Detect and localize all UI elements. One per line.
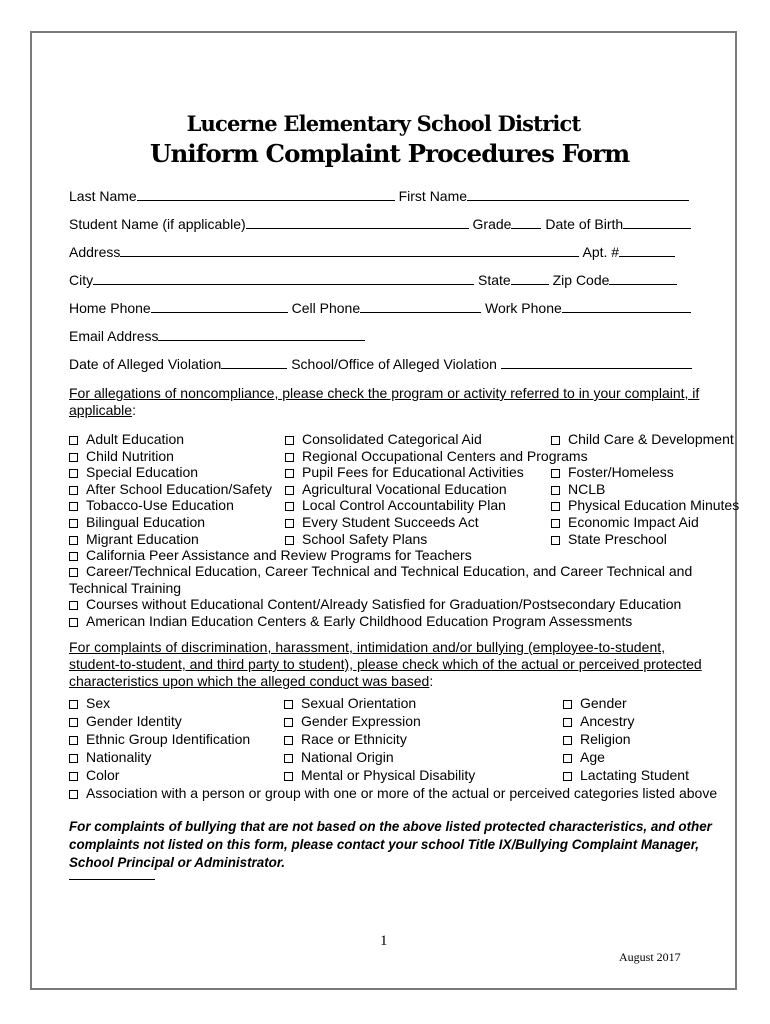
checkbox-label: Association with a person or group with one or more of the actual or perceived categories listed above	[86, 785, 718, 801]
checkbox-item[interactable]	[69, 695, 110, 711]
checkbox-icon[interactable]	[69, 736, 78, 745]
checkbox-icon[interactable]	[69, 601, 78, 610]
home-phone-label: Home Phone	[69, 300, 151, 316]
discrimination-intro-colon: :	[429, 673, 434, 689]
checkbox-icon[interactable]	[563, 754, 572, 763]
checkbox-item[interactable]	[285, 448, 588, 464]
checkbox-label: Local Control Accountability Plan	[302, 497, 506, 514]
checkbox-item[interactable]	[284, 749, 394, 765]
checkbox-item[interactable]	[563, 749, 605, 765]
state-label: State	[478, 272, 511, 288]
checkbox-item[interactable]	[69, 767, 119, 783]
checkbox-item[interactable]	[563, 731, 631, 747]
checkbox-label: Technical Training	[69, 579, 182, 596]
dob-label: Date of Birth	[545, 216, 624, 232]
checkbox-label: State Preschool	[568, 530, 667, 547]
checkbox-label: Agricultural Vocational Education	[302, 480, 507, 497]
checkbox-icon[interactable]	[69, 552, 78, 561]
home-phone-field[interactable]	[151, 299, 288, 313]
checkbox-icon[interactable]	[285, 519, 294, 528]
school-office-label: School/Office of Alleged Violation	[291, 356, 497, 372]
checkbox-icon[interactable]	[551, 502, 560, 511]
date-violation-label: Date of Alleged Violation	[69, 356, 222, 372]
checkbox-item[interactable]	[69, 547, 472, 563]
checkbox-label: National Origin	[301, 749, 394, 765]
checkbox-label: Gender Identity	[86, 713, 182, 729]
discrimination-intro-line3	[69, 673, 433, 689]
checkbox-icon[interactable]	[69, 700, 78, 709]
page-number: 1	[380, 933, 388, 949]
name-row	[69, 187, 689, 205]
checkbox-icon[interactable]	[551, 469, 560, 478]
checkbox-item[interactable]	[69, 464, 198, 480]
checkbox-label: Religion	[580, 731, 631, 747]
checkbox-icon[interactable]	[69, 754, 78, 763]
checkbox-item[interactable]	[69, 448, 174, 464]
checkbox-item[interactable]	[69, 749, 151, 765]
checkbox-icon[interactable]	[284, 736, 293, 745]
checkbox-label: Ethnic Group Identification	[86, 731, 251, 747]
checkbox-item[interactable]	[563, 767, 689, 783]
zip-label: Zip Code	[552, 272, 610, 288]
checkbox-icon[interactable]	[69, 790, 78, 799]
checkbox-item[interactable]	[285, 514, 479, 530]
phone-row	[69, 299, 691, 317]
checkbox-item[interactable]	[551, 514, 699, 530]
checkbox-icon[interactable]	[285, 502, 294, 511]
checkbox-icon[interactable]	[284, 718, 293, 727]
checkbox-item[interactable]	[69, 596, 681, 612]
checkbox-icon[interactable]	[563, 718, 572, 727]
checkbox-icon[interactable]	[69, 536, 78, 545]
checkbox-item-association[interactable]	[69, 785, 717, 801]
checkbox-label: Courses without Educational Content/Already Satisfied for Graduation/Postsecondary Education	[86, 596, 682, 613]
checkbox-item[interactable]	[285, 481, 507, 497]
checkbox-label: Bilingual Education	[86, 514, 206, 530]
discrimination-intro-line1	[69, 639, 665, 655]
checkbox-label: Tobacco-Use Education	[86, 497, 234, 514]
checkbox-icon[interactable]	[69, 718, 78, 727]
discrimination-intro-text3: characteristics upon which the alleged conduct was based	[69, 673, 430, 689]
discrimination-intro-text1: For complaints of discrimination, harassment, intimidation and/or bullying (employee-to-student,	[69, 639, 666, 655]
checkbox-icon[interactable]	[285, 486, 294, 495]
address-field[interactable]	[120, 243, 579, 257]
form-title: Uniform Complaint Procedures Form	[150, 139, 630, 168]
checkbox-label: Race or Ethnicity	[301, 731, 407, 747]
last-name-label: Last Name	[69, 188, 137, 204]
email-row	[69, 327, 365, 345]
checkbox-label: California Peer Assistance and Review Programs for Teachers	[86, 547, 472, 563]
checkbox-icon[interactable]	[563, 772, 572, 781]
checkbox-label: School Safety Plans	[302, 530, 428, 547]
checkbox-icon[interactable]	[551, 436, 560, 445]
checkbox-icon[interactable]	[551, 536, 560, 545]
checkbox-icon[interactable]	[551, 486, 560, 495]
checkbox-label: American Indian Education Centers & Early Childhood Education Program Assessments	[86, 612, 633, 629]
email-field[interactable]	[158, 327, 365, 341]
checkbox-label: NCLB	[568, 480, 606, 497]
discrimination-intro-line2	[69, 656, 702, 672]
checkbox-label: Career/Technical Education, Career Technical and Technical Education, and Career Technical and	[86, 563, 693, 580]
checkbox-item[interactable]	[69, 497, 234, 513]
zip-field[interactable]	[609, 271, 677, 285]
apt-field[interactable]	[619, 243, 675, 257]
apt-label: Apt. #	[582, 244, 620, 260]
checkbox-label: Child Nutrition	[86, 447, 174, 464]
checkbox-item[interactable]	[285, 431, 482, 447]
checkbox-icon[interactable]	[69, 519, 78, 528]
checkbox-label: Adult Education	[86, 431, 185, 447]
checkbox-item[interactable]	[284, 713, 421, 729]
grade-label: Grade	[472, 216, 512, 232]
first-name-label: First Name	[398, 188, 468, 204]
checkbox-label: Foster/Homeless	[568, 464, 674, 481]
email-label: Email Address	[69, 328, 159, 344]
checkbox-icon[interactable]	[551, 519, 560, 528]
programs-intro-line1	[69, 385, 699, 401]
checkbox-icon[interactable]	[69, 486, 78, 495]
checkbox-label: Economic Impact Aid	[568, 514, 699, 530]
checkbox-label: Every Student Succeeds Act	[302, 514, 479, 530]
checkbox-icon[interactable]	[285, 536, 294, 545]
checkbox-item[interactable]	[551, 431, 734, 447]
first-name-field[interactable]	[467, 187, 689, 201]
checkbox-item[interactable]	[563, 713, 634, 729]
checkbox-label-continuation	[69, 580, 181, 596]
student-row	[69, 215, 691, 233]
address-row	[69, 243, 675, 261]
discrimination-intro-text2: student-to-student, and third party to student), please check which of the actual or perceived protected	[69, 656, 702, 672]
district-title: Lucerne Elementary School District	[186, 111, 581, 136]
checkbox-icon[interactable]	[285, 453, 294, 462]
checkbox-label: Child Care & Development	[568, 431, 734, 447]
checkbox-item[interactable]	[285, 464, 524, 480]
checkbox-label: Mental or Physical Disability	[301, 767, 476, 783]
checkbox-item[interactable]	[285, 497, 506, 513]
programs-intro-colon: :	[132, 402, 136, 418]
programs-intro-text1: For allegations of noncompliance, please check the program or activity referred to in your complaint, if	[69, 385, 700, 401]
checkbox-icon[interactable]	[563, 736, 572, 745]
checkbox-icon[interactable]	[69, 618, 78, 627]
checkbox-label: Special Education	[86, 464, 199, 481]
checkbox-item[interactable]	[551, 497, 739, 513]
checkbox-item[interactable]	[551, 464, 674, 480]
checkbox-icon[interactable]	[69, 502, 78, 511]
checkbox-icon[interactable]	[69, 469, 78, 478]
checkbox-label: Lactating Student	[580, 767, 689, 783]
work-phone-label: Work Phone	[485, 300, 562, 316]
address-label: Address	[69, 244, 121, 260]
checkbox-label: Gender	[580, 695, 627, 711]
checkbox-item[interactable]	[284, 767, 475, 783]
checkbox-item[interactable]	[69, 481, 272, 497]
city-label: City	[69, 272, 94, 288]
violation-row	[69, 355, 692, 373]
checkbox-item[interactable]	[69, 731, 250, 747]
date-violation-field[interactable]	[221, 355, 287, 369]
checkbox-item[interactable]	[69, 431, 184, 447]
student-name-label: Student Name (if applicable)	[69, 216, 246, 232]
dob-field[interactable]	[623, 215, 691, 229]
city-row	[69, 271, 677, 289]
school-office-field[interactable]	[501, 355, 692, 369]
student-name-field[interactable]	[246, 215, 469, 229]
checkbox-label: Physical Education Minutes	[568, 497, 740, 514]
checkbox-icon[interactable]	[69, 568, 78, 577]
checkbox-item[interactable]	[551, 481, 605, 497]
checkbox-label: Age	[580, 749, 605, 765]
city-field[interactable]	[93, 271, 474, 285]
cell-phone-label: Cell Phone	[291, 300, 361, 316]
form-page	[30, 31, 740, 990]
checkbox-label: Consolidated Categorical Aid	[302, 431, 482, 447]
checkbox-item[interactable]	[69, 713, 182, 729]
checkbox-item[interactable]	[285, 531, 427, 547]
work-phone-field[interactable]	[562, 299, 691, 313]
checkbox-icon[interactable]	[284, 772, 293, 781]
checkbox-label: Sexual Orientation	[301, 695, 417, 711]
checkbox-icon[interactable]	[69, 453, 78, 462]
cell-phone-field[interactable]	[360, 299, 481, 313]
checkbox-item[interactable]	[284, 731, 407, 747]
checkbox-label: After School Education/Safety	[86, 480, 272, 497]
checkbox-item[interactable]	[563, 695, 627, 711]
checkbox-label: Color	[86, 767, 120, 783]
checkbox-icon[interactable]	[284, 700, 293, 709]
checkbox-label: Nationality	[86, 749, 152, 765]
checkbox-label: Pupil Fees for Educational Activities	[302, 464, 524, 481]
bullying-note: For complaints of bullying that are not based on the above listed protected characteristics, and other complaints not listed on this form, please contact your school Title IX/Bullying Complaint Manager, School Principal or Administrator.	[69, 819, 712, 870]
checkbox-item[interactable]	[69, 531, 199, 547]
programs-intro-line2	[69, 402, 136, 418]
checkbox-icon[interactable]	[69, 772, 78, 781]
checkbox-label: Gender Expression	[301, 713, 421, 729]
signature-rule	[69, 879, 155, 880]
checkbox-icon[interactable]	[563, 700, 572, 709]
last-name-field[interactable]	[137, 187, 395, 201]
checkbox-item[interactable]	[69, 613, 632, 629]
checkbox-item[interactable]	[69, 563, 692, 579]
checkbox-item[interactable]	[284, 695, 416, 711]
checkbox-label: Regional Occupational Centers and Programs	[302, 447, 588, 464]
checkbox-icon[interactable]	[285, 469, 294, 478]
grade-field[interactable]	[511, 215, 541, 229]
revision-date: August 2017	[619, 950, 681, 964]
checkbox-label: Migrant Education	[86, 530, 199, 547]
checkbox-label: Sex	[86, 695, 111, 711]
state-field[interactable]	[511, 271, 549, 285]
checkbox-item[interactable]	[551, 531, 667, 547]
checkbox-icon[interactable]	[69, 436, 78, 445]
checkbox-item[interactable]	[69, 514, 205, 530]
checkbox-label: Ancestry	[580, 713, 635, 729]
checkbox-icon[interactable]	[285, 436, 294, 445]
programs-intro-text2: applicable	[69, 402, 133, 418]
checkbox-icon[interactable]	[284, 754, 293, 763]
